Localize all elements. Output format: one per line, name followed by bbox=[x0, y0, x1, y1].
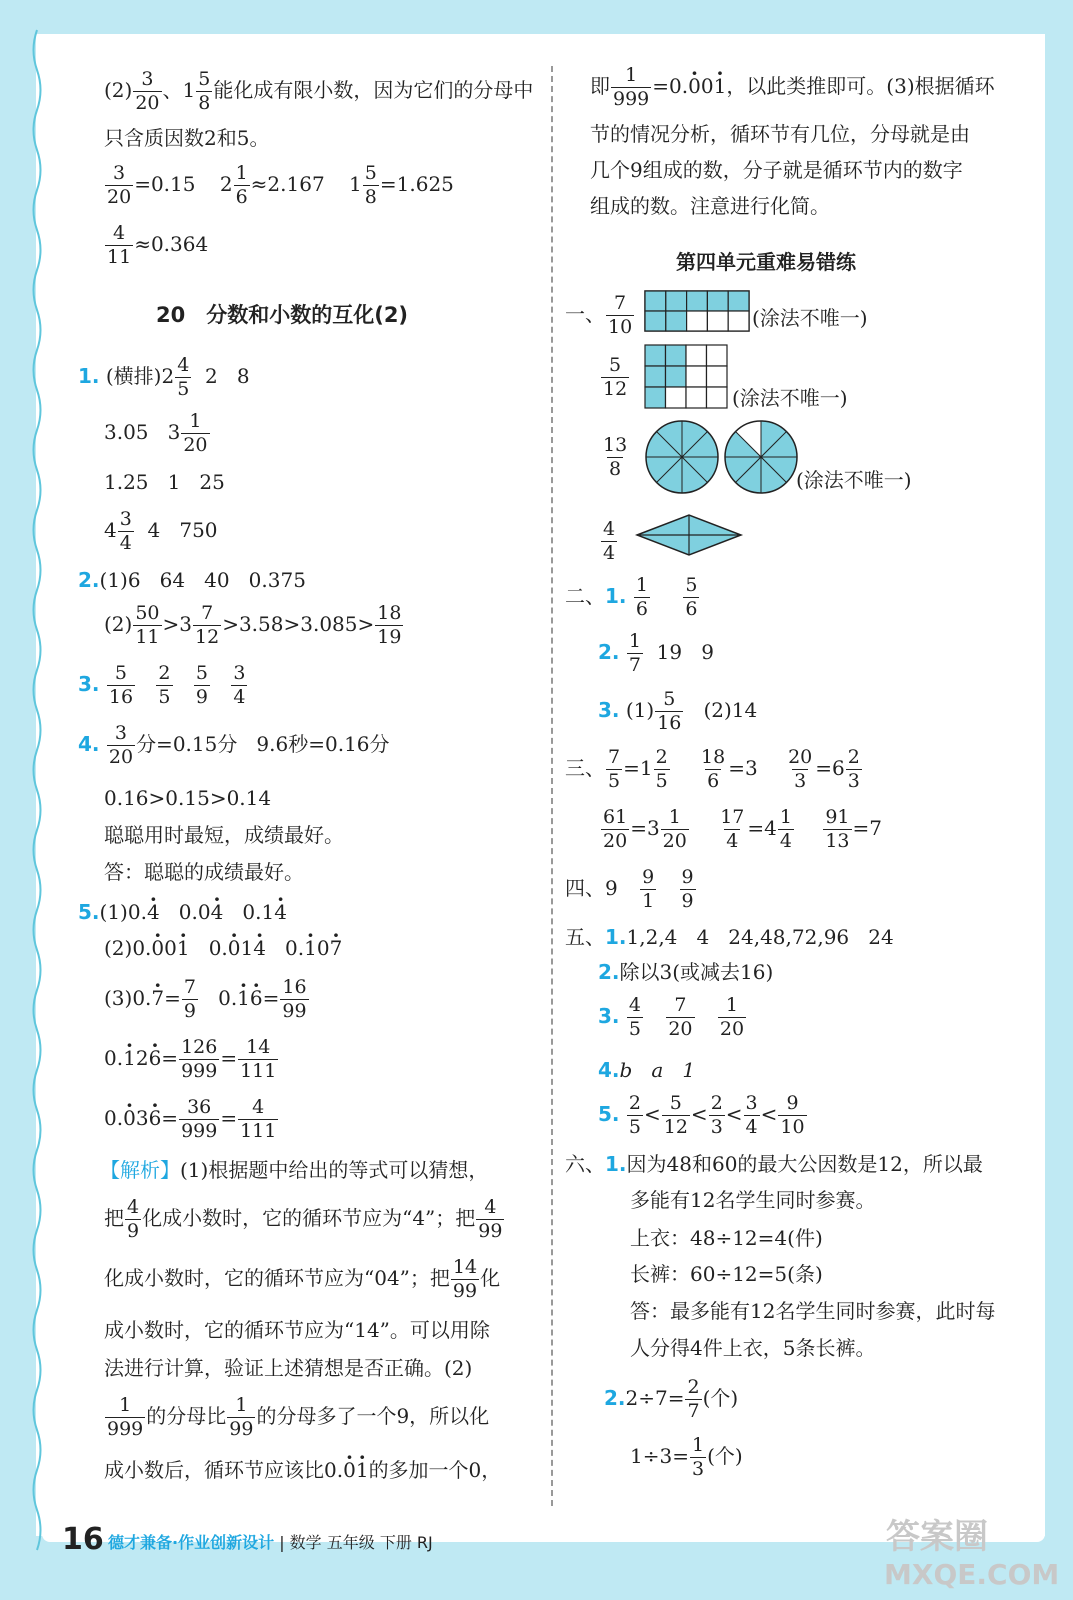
answer-line: $\frac{3}{20}$ =0.15 2 $\frac{1}{6}$ ≈2.167 1 $\frac{5}{8}$ =1.625 bbox=[107, 162, 454, 208]
fraction: $\frac{7}{20}$ bbox=[668, 994, 693, 1040]
fraction: $\frac{4}{4}$ bbox=[603, 518, 616, 564]
fraction: $\frac{7}{9}$ bbox=[183, 976, 197, 1022]
fraction: $\frac{5}{16}$ bbox=[108, 662, 134, 708]
answer-line: 1÷3= $\frac{1}{3}$ (个) bbox=[630, 1434, 743, 1480]
fraction: $\frac{1}{6}$ bbox=[235, 162, 248, 208]
question-number: 2. bbox=[598, 640, 620, 664]
section-3-row-2: $\frac{61}{20}$ =3 $\frac{1}{20}$ $\frac{17}{4}$ =4 $\frac{1}{4}$ $\frac{91}{13}$ =7 bbox=[603, 806, 883, 852]
analysis-line: 【解析】(1)根据题中给出的等式可以猜想， bbox=[100, 1158, 489, 1182]
grid-diagram-5-12 bbox=[644, 344, 732, 410]
section-2-q2: 2. $\frac{1}{7}$ 19 9 bbox=[598, 630, 714, 676]
answer-line: 1.25 1 25 bbox=[104, 470, 225, 494]
fraction: $\frac{1}{20}$ bbox=[183, 410, 208, 456]
column-divider bbox=[551, 66, 553, 1506]
note-text: (涂法不唯一) bbox=[732, 386, 848, 410]
section-1-row-2 bbox=[600, 356, 630, 399]
section-title: 第四单元重难易错练 bbox=[676, 250, 856, 274]
answer-line: 上衣：48÷12=4(件) bbox=[630, 1226, 823, 1250]
answer-line: 4 $\frac{3}{4}$ 4 750 bbox=[104, 508, 218, 554]
page-frame-right bbox=[1045, 0, 1073, 1600]
fraction: $\frac{7}{10}$ bbox=[608, 292, 633, 338]
analysis-tag: 【解析】 bbox=[100, 1158, 180, 1182]
answer-line: 多能有12名学生同时参赛。 bbox=[630, 1188, 876, 1212]
fraction: $\frac{3}{4}$ bbox=[233, 662, 246, 708]
fraction: $\frac{5}{12}$ bbox=[603, 354, 628, 400]
circle-diagrams-13-8 bbox=[644, 418, 804, 496]
fraction: $\frac{9}{9}$ bbox=[681, 866, 694, 912]
fraction: $\frac{1}{999}$ bbox=[107, 1394, 144, 1440]
fraction: $\frac{2}{3}$ bbox=[710, 1092, 723, 1138]
question-number: 1. bbox=[605, 1152, 627, 1176]
note-text: (涂法不唯一) bbox=[752, 306, 868, 330]
fraction: $\frac{3}{4}$ bbox=[119, 508, 132, 554]
section-6-q1: 六、1.因为48和60的最大公因数是12，所以最 bbox=[565, 1152, 983, 1176]
fraction: $\frac{1}{6}$ bbox=[635, 574, 648, 620]
analysis-line: 法进行计算，验证上述猜想是否正确。(2) bbox=[104, 1356, 473, 1380]
section-2-q3: 3. (1) $\frac{5}{16}$ (2)14 bbox=[598, 688, 758, 734]
answer-line: 长裤：60÷12=5(条) bbox=[630, 1262, 823, 1286]
fraction: $\frac{4}{11}$ bbox=[107, 222, 132, 268]
fraction: $\frac{4}{99}$ bbox=[478, 1196, 503, 1242]
fraction: $\frac{5}{16}$ bbox=[657, 688, 682, 734]
fraction: $\frac{20}{3}$ bbox=[788, 746, 813, 792]
fraction: $\frac{5}{12}$ bbox=[663, 1092, 688, 1138]
fraction: $\frac{17}{4}$ bbox=[720, 806, 745, 852]
section-4: 四、9 $\frac{9}{1}$ $\frac{9}{9}$ bbox=[565, 866, 694, 912]
section-5-q2: 2.除以3(或减去16) bbox=[598, 960, 774, 984]
section-label: 一、 bbox=[565, 302, 605, 326]
fraction: $\frac{2}{5}$ bbox=[158, 662, 171, 708]
answer-text: (2) bbox=[104, 78, 133, 102]
answer-line: 3.05 3 $\frac{1}{20}$ bbox=[104, 410, 208, 456]
fraction: $\frac{2}{5}$ bbox=[628, 1092, 641, 1138]
section-5-q3 bbox=[598, 996, 747, 1039]
question-number: 1. bbox=[605, 925, 627, 949]
fraction: $\frac{5}{6}$ bbox=[685, 574, 698, 620]
question-number: 5. bbox=[78, 900, 100, 924]
answer-line: (3)0.· 7= $\frac{7}{9}$ 0.· 1· 6= $\frac{16}{99}$ bbox=[104, 978, 310, 1021]
fraction: $\frac{13}{8}$ bbox=[603, 434, 628, 480]
fraction: $\frac{126}{999}$ bbox=[181, 1036, 218, 1082]
footer-info bbox=[108, 1530, 433, 1553]
analysis-line: 成小数后，循环节应该比0.· 0· 1的多加一个0， bbox=[104, 1460, 501, 1480]
fraction: $\frac{18}{19}$ bbox=[377, 602, 402, 648]
fraction: $\frac{50}{11}$ bbox=[135, 602, 160, 648]
watermark-top-text: 答案圈 bbox=[886, 1517, 988, 1557]
section-label: 二、 bbox=[565, 584, 605, 608]
fraction: $\frac{9}{1}$ bbox=[642, 866, 655, 912]
fraction: $\frac{1}{7}$ bbox=[628, 630, 641, 676]
answer-line: 答：最多能有12名学生同时参赛，此时每 bbox=[630, 1299, 996, 1323]
answer-line: (2)0.· 00· 1 0.· 01· 4 0.· 10· 7 bbox=[104, 938, 342, 958]
fraction: $\frac{61}{20}$ bbox=[603, 806, 628, 852]
fraction: $\frac{5}{8}$ bbox=[198, 68, 211, 114]
page-number: 16 bbox=[62, 1522, 104, 1557]
fraction: $\frac{1}{99}$ bbox=[229, 1394, 254, 1440]
question-number: 2. bbox=[598, 960, 620, 984]
section-label: 五、 bbox=[565, 925, 605, 949]
question-number: 2. bbox=[604, 1386, 626, 1410]
analysis-line: 几个9组成的数，分子就是循环节内的数字 bbox=[590, 158, 963, 182]
question-number: 4. bbox=[78, 732, 100, 756]
fraction: $\frac{14}{99}$ bbox=[452, 1256, 478, 1302]
question-number: 1. bbox=[605, 584, 627, 608]
answer-line: 0.· 03· 6= $\frac{36}{999}$ = $\frac{4}{111}$ bbox=[104, 1098, 279, 1141]
section-2-q1 bbox=[565, 576, 700, 619]
analysis-line: $\frac{1}{999}$ 的分母比 $\frac{1}{99}$ 的分母多了一个9，所以化 bbox=[107, 1394, 490, 1440]
fraction: $\frac{2}{5}$ bbox=[655, 746, 668, 792]
analysis-line: 化成小数时，它的循环节应为“04”；把 $\frac{14}{99}$ 化 bbox=[104, 1256, 501, 1302]
question-number: 1. bbox=[78, 364, 100, 388]
fraction: $\frac{4}{9}$ bbox=[127, 1196, 140, 1242]
fraction: $\frac{4}{5}$ bbox=[628, 994, 641, 1040]
answer-line: 人分得4件上衣，5条长裤。 bbox=[630, 1336, 876, 1360]
fraction: $\frac{4}{5}$ bbox=[177, 354, 190, 400]
question-5: 5.(1)0.· 4 0.0· 4 0.1· 4 bbox=[78, 902, 287, 922]
watermark-bottom-text: MXQE.COM bbox=[884, 1558, 1060, 1591]
question-3 bbox=[78, 664, 248, 707]
fraction: $\frac{3}{20}$ bbox=[108, 722, 134, 768]
answer-line: 聪聪用时最短，成绩最好。 bbox=[104, 823, 344, 847]
fraction: $\frac{16}{99}$ bbox=[282, 976, 307, 1022]
page-frame-top bbox=[0, 0, 1073, 34]
question-2: 2.(1)6 64 40 0.375 bbox=[78, 568, 306, 592]
answer-line: 0.· 12· 6= $\frac{126}{999}$ = $\frac{14}{111}$ bbox=[104, 1038, 279, 1081]
question-number: 3. bbox=[598, 698, 620, 722]
fraction: $\frac{1}{4}$ bbox=[779, 806, 792, 852]
fraction: $\frac{2}{3}$ bbox=[847, 746, 860, 792]
answer-line: 答：聪聪的成绩最好。 bbox=[104, 860, 304, 884]
section-5-q5: 5. $\frac{2}{5}$ < $\frac{5}{12}$ < $\frac{2}{3}$ < $\frac{3}{4}$ < $\frac{9}{10}$ bbox=[598, 1092, 805, 1138]
answer-line: 只含质因数2和5。 bbox=[104, 126, 270, 150]
fraction: $\frac{14}{111}$ bbox=[240, 1036, 277, 1082]
fraction: $\frac{5}{8}$ bbox=[364, 162, 377, 208]
section-1-row-4 bbox=[600, 520, 618, 563]
fraction: $\frac{18}{6}$ bbox=[701, 746, 726, 792]
fraction: $\frac{1}{3}$ bbox=[691, 1434, 705, 1480]
fraction: $\frac{3}{4}$ bbox=[745, 1092, 758, 1138]
analysis-line: 即 $\frac{1}{999}$ =0.· 00· 1，以此类推即可。(3)根据循环 bbox=[590, 66, 995, 109]
answer-line: 0.16>0.15>0.14 bbox=[104, 786, 272, 810]
question-1: 1. (横排)2 $\frac{4}{5}$ 2 8 bbox=[78, 354, 250, 400]
fraction: $\frac{1}{999}$ bbox=[613, 64, 650, 110]
analysis-line: 节的情况分析，循环节有几位，分母就是由 bbox=[590, 122, 970, 146]
section-1-row-1 bbox=[565, 294, 635, 337]
answer-line: $\frac{4}{11}$ ≈0.364 bbox=[107, 222, 209, 268]
fraction: $\frac{2}{7}$ bbox=[687, 1376, 700, 1422]
question-number: 4. bbox=[598, 1058, 620, 1082]
question-4: 4. $\frac{3}{20}$ 分=0.15分 9.6秒=0.16分 bbox=[78, 722, 390, 768]
section-label: 四、 bbox=[565, 876, 605, 900]
fraction: $\frac{3}{20}$ bbox=[135, 68, 160, 114]
fraction: $\frac{1}{20}$ bbox=[662, 806, 687, 852]
fraction: $\frac{7}{5}$ bbox=[608, 746, 621, 792]
analysis-line: 组成的数。注意进行化简。 bbox=[590, 194, 830, 218]
fraction: $\frac{4}{111}$ bbox=[240, 1096, 277, 1142]
question-number: 3. bbox=[78, 672, 100, 696]
section-3-row-1: 三、 $\frac{7}{5}$ =1 $\frac{2}{5}$ $\frac{18}{6}$ =3 $\frac{20}{3}$ =6 $\frac{2}{3}$ bbox=[565, 746, 860, 792]
fraction: $\frac{36}{999}$ bbox=[181, 1096, 218, 1142]
question-number: 5. bbox=[598, 1102, 620, 1126]
fraction: $\frac{5}{9}$ bbox=[195, 662, 208, 708]
fraction: $\frac{7}{12}$ bbox=[195, 602, 220, 648]
fraction: $\frac{91}{13}$ bbox=[825, 806, 850, 852]
watermark-logo bbox=[880, 1508, 1060, 1592]
section-label: 三、 bbox=[565, 756, 605, 780]
footer-brand: 德才兼备·作业创新设计 bbox=[108, 1533, 275, 1552]
question-number: 2. bbox=[78, 568, 100, 592]
note-text: (涂法不唯一) bbox=[796, 468, 912, 492]
rhombus-diagram-4-4 bbox=[634, 512, 744, 558]
question-number: 3. bbox=[598, 1004, 620, 1028]
analysis-line: 成小数时，它的循环节应为“14”。可以用除 bbox=[104, 1318, 490, 1342]
section-6-q2: 2.2÷7= $\frac{2}{7}$ (个) bbox=[604, 1376, 739, 1422]
section-5-q1: 五、1.1,2,4 4 24,48,72,96 24 bbox=[565, 925, 894, 949]
section-title: 20 分数和小数的互化(2) bbox=[156, 303, 409, 327]
footer-subject: | 数学 五年级 下册 RJ bbox=[279, 1533, 433, 1552]
fraction: $\frac{1}{20}$ bbox=[719, 994, 745, 1040]
grid-diagram-7-10 bbox=[644, 290, 752, 332]
answer-line: (2) $\frac{3}{20}$ 、1 $\frac{5}{8}$ 能化成有限小数，因为它们的分母中 bbox=[104, 68, 534, 114]
fraction: $\frac{3}{20}$ bbox=[107, 162, 132, 208]
answer-line: (2) $\frac{50}{11}$ >3 $\frac{7}{12}$ >3.58>3.085> $\frac{18}{19}$ bbox=[104, 602, 402, 648]
section-1-row-3 bbox=[600, 436, 630, 479]
fraction: $\frac{9}{10}$ bbox=[780, 1092, 805, 1138]
section-5-q4: 4.b a 1 bbox=[598, 1058, 696, 1082]
section-label: 六、 bbox=[565, 1152, 605, 1176]
analysis-line: 把 $\frac{4}{9}$ 化成小数时，它的循环节应为“4”；把 $\frac{4}{99}$ bbox=[104, 1196, 503, 1242]
